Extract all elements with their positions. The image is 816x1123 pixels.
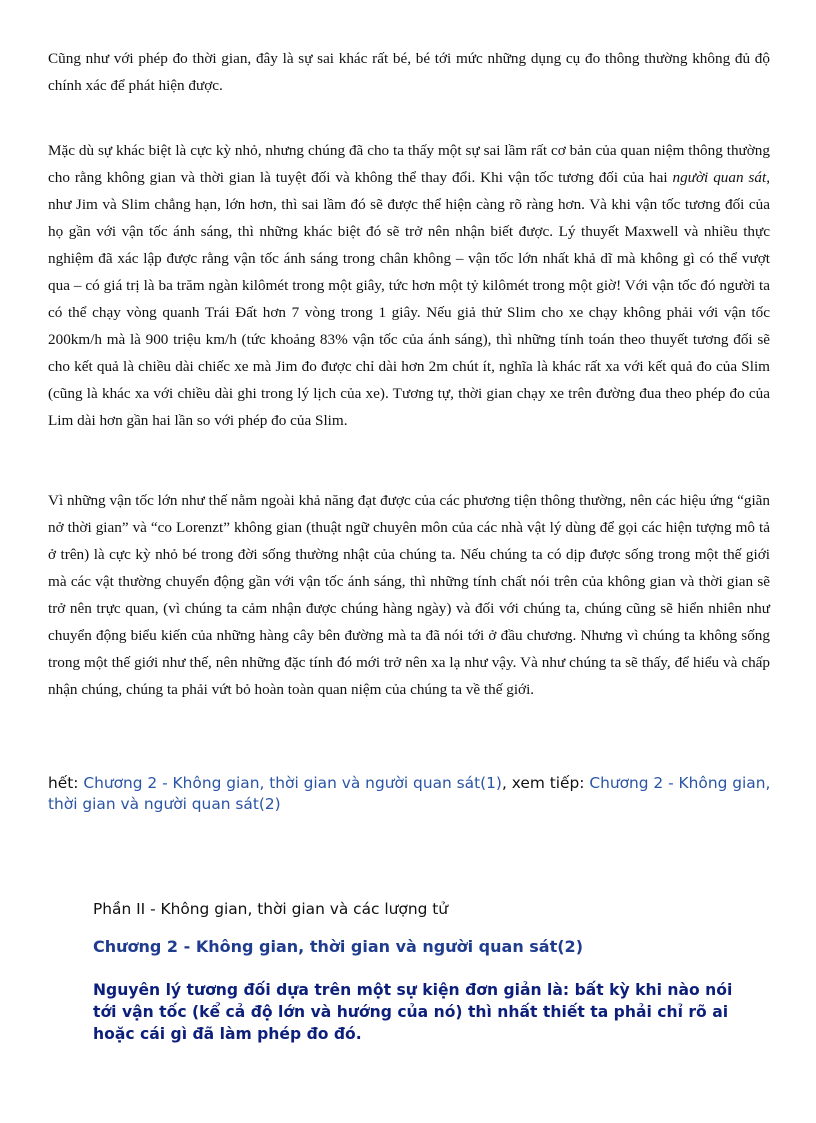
body-paragraph-2: [48, 137, 770, 434]
nav-next-prefix: , xem tiếp:: [501, 774, 590, 792]
body-paragraph-3-text: Vì những vận tốc lớn như thế nằm ngoài khả năng đạt được của các phương tiện thông thường, nên các hiệu ứng “giãn nở thời gian” và “co Lorenzt” không gian (thuật ngữ chuyên môn của các nhà vật lý dùng để gọi các hiện tượng mô tả ở trên) là cực kỳ nhỏ bé trong đời sống thường nhật của chúng ta. Nếu chúng ta có dịp được sống trong một thế giới mà các vật thường chuyển động gần với vận tốc ánh sáng, thì những tính chất nói trên của không gian và thời gian sẽ trở nên trực quan, (vì chúng ta cảm nhận được chúng hàng ngày) và đối với chúng ta, chúng cũng sẽ hiển nhiên như chuyển động biểu kiến của những hàng cây bên đường mà ta đã nói tới ở đầu chương. Nhưng vì chúng ta không sống trong một thế giới như thế, nên những đặc tính đó mới trở nên xa lạ như vậy. Và như chúng ta sẽ thấy, để hiểu và chấp nhận chúng, chúng ta phải vứt bỏ hoàn toàn quan niệm của chúng ta về thế giới.: [48, 492, 770, 698]
chapter-title: Chương 2 - Không gian, thời gian và người quan sát(2): [93, 937, 583, 956]
part-title: Phần II - Không gian, thời gian và các lượng tử: [93, 900, 449, 918]
previous-chapter-link[interactable]: Chương 2 - Không gian, thời gian và người quan sát(1): [83, 774, 502, 792]
nav-end-prefix: hết:: [48, 774, 84, 792]
chapter-lead-paragraph: Nguyên lý tương đối dựa trên một sự kiện đơn giản là: bất kỳ khi nào nói tới vận tốc (kể cả độ lớn và hướng của nó) thì nhất thiết ta phải chỉ rõ ai hoặc cái gì đã làm phép đo đó.: [93, 981, 733, 1043]
body-paragraph-3: [48, 487, 770, 703]
body-paragraph-2-text-b: , như Jim và Slim chẳng hạn, lớn hơn, thì sai lầm đó sẽ được thể hiện càng rõ ràng hơn. Và khi vận tốc tương đối của họ gần với vận tốc ánh sáng, thì những khác biệt đó sẽ trở nên nhận biết được. Lý thuyết Maxwell và nhiều thực nghiệm đã xác lập được rằng vận tốc ánh sáng trong chân không – vận tốc lớn nhất khả dĩ mà không gì có thể vượt qua – có giá trị là ba trăm ngàn kilômét trong một giây, tức hơn một tỷ kilômét trong một giờ! Với vận tốc đó người ta có thể chạy vòng quanh Trái Đất hơn 7 vòng trong 1 giây. Nếu giả thử Slim cho xe chạy không phải với vận tốc 200km/h mà là 900 triệu km/h (tức khoảng 83% vận tốc của ánh sáng), thì những tính toán theo thuyết tương đối sẽ cho kết quả là chiều dài chiếc xe mà Jim đo được chỉ dài hơn 2m chút ít, nghĩa là khác rất xa với kết quả đo của Slim (cũng là khác xa với chiều dài ghi trong lý lịch của xe). Tương tự, thời gian chạy xe trên đường đua theo phép đo của Lim dài hơn gần hai lần so với phép đo của Slim.: [48, 169, 770, 429]
chapter-navigation: [48, 773, 778, 815]
next-chapter-link[interactable]: Chương 2 - Không gian, thời gian và người quan sát(2): [48, 774, 771, 813]
body-paragraph-2-emphasis: người quan sát: [672, 169, 767, 186]
body-paragraph-1: [48, 45, 770, 99]
body-paragraph-1-text: Cũng như với phép đo thời gian, đây là sự sai khác rất bé, bé tới mức những dụng cụ đo thông thường không đủ độ chính xác để phát hiện được.: [48, 50, 770, 94]
body-paragraph-2-text-a: Mặc dù sự khác biệt là cực kỳ nhỏ, nhưng chúng đã cho ta thấy một sự sai lầm rất cơ bản của quan niệm thông thường cho rằng không gian và thời gian là tuyệt đối và không thể thay đổi. Khi vận tốc tương đối của hai: [48, 142, 770, 186]
